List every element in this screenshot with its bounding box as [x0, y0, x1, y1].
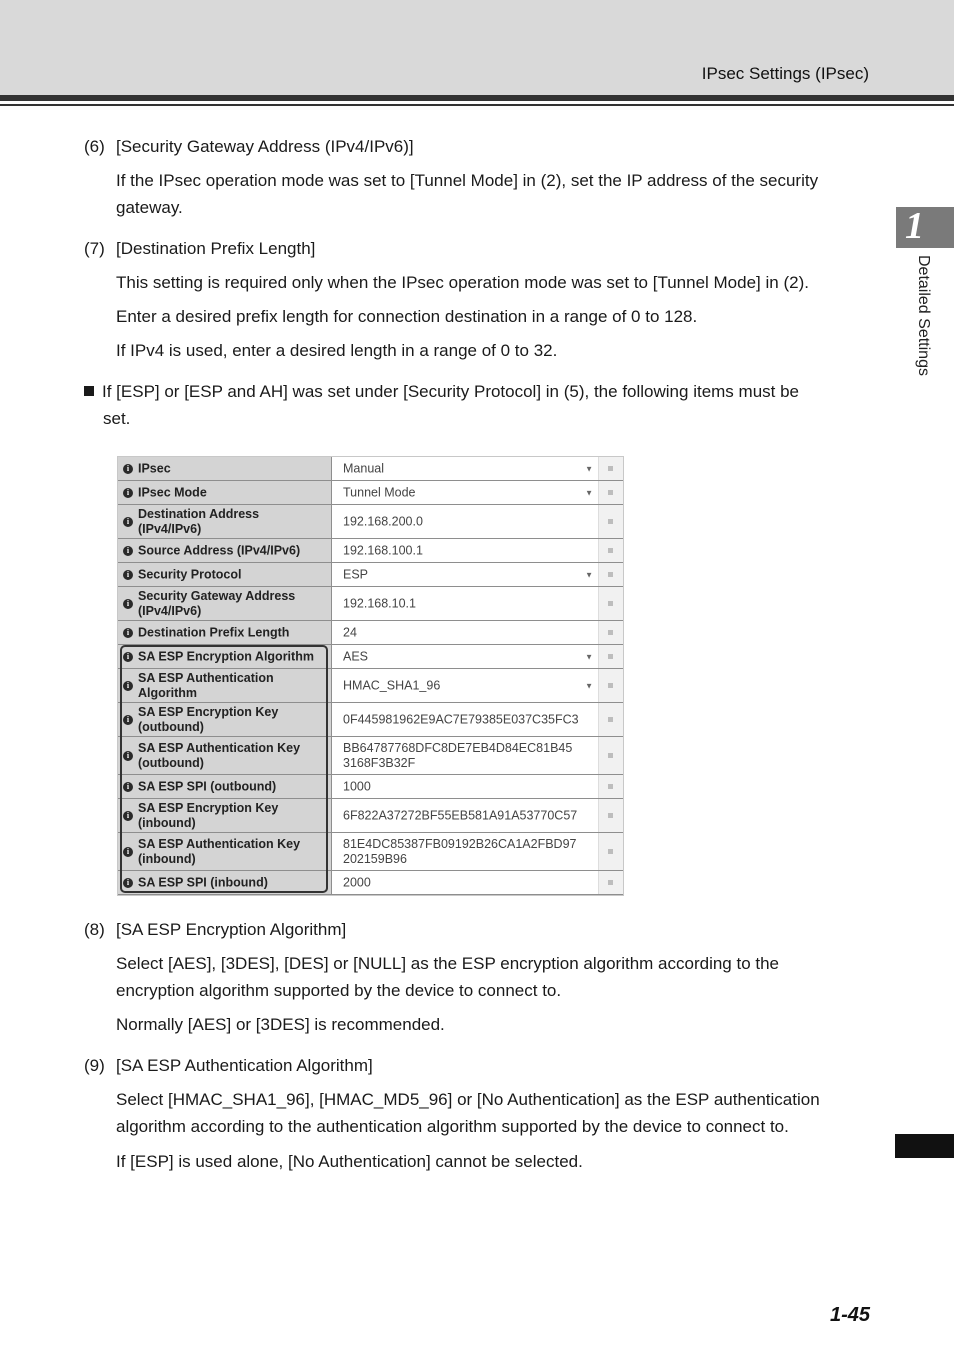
info-icon[interactable]: i — [123, 782, 133, 792]
setting-value: 1000 — [343, 779, 371, 793]
setting-input[interactable] — [332, 871, 599, 894]
info-icon[interactable]: i — [123, 599, 133, 609]
setting-label: SA ESP SPI (outbound) — [138, 779, 277, 793]
setting-label: IPsec — [138, 461, 171, 475]
row-help-cell — [598, 563, 623, 586]
settings-row — [118, 621, 623, 645]
settings-row — [118, 737, 623, 775]
settings-row — [118, 799, 623, 833]
item-8-line-1: Select [AES], [3DES], [DES] or [NULL] as the ESP encryption algorithm according to the — [116, 954, 780, 973]
settings-row — [118, 775, 623, 799]
page-header — [0, 0, 954, 96]
setting-value: Manual — [343, 461, 384, 475]
note-text-1: If [ESP] or [ESP and AH] was set under [Security Protocol] in (5), the following items must be — [102, 382, 799, 401]
settings-row — [118, 505, 623, 539]
row-help-cell — [598, 799, 623, 832]
help-marker-icon — [608, 572, 613, 577]
setting-input[interactable] — [332, 775, 599, 798]
row-help-cell — [598, 737, 623, 774]
help-marker-icon — [608, 519, 613, 524]
info-icon[interactable]: i — [123, 628, 133, 638]
setting-select[interactable] — [332, 645, 599, 668]
info-icon[interactable]: i — [123, 681, 133, 691]
setting-label: SA ESP Authentication Algorithm — [138, 670, 274, 700]
setting-select[interactable] — [332, 669, 599, 702]
setting-input[interactable] — [332, 799, 599, 832]
info-icon[interactable]: i — [123, 546, 133, 556]
row-help-cell — [598, 703, 623, 736]
settings-row — [118, 645, 623, 669]
row-help-cell — [598, 833, 623, 870]
chapter-label: Detailed Settings — [915, 255, 932, 376]
setting-value: BB64787768DFC8DE7EB4D84EC81B45 3168F3B32F — [343, 740, 573, 770]
row-help-cell — [598, 539, 623, 562]
item-8-number: (8) — [84, 920, 105, 939]
help-marker-icon — [608, 717, 613, 722]
help-marker-icon — [608, 849, 613, 854]
row-help-cell — [598, 669, 623, 702]
setting-input[interactable] — [332, 587, 599, 620]
item-7-number: (7) — [84, 239, 105, 258]
setting-label-cell — [118, 539, 332, 562]
setting-value: 192.168.200.0 — [343, 514, 423, 528]
setting-value: 192.168.100.1 — [343, 543, 423, 557]
setting-label-cell — [118, 505, 332, 538]
dropdown-arrow-icon[interactable]: ▼ — [585, 464, 593, 473]
help-marker-icon — [608, 880, 613, 885]
row-help-cell — [598, 505, 623, 538]
setting-label: SA ESP Encryption Key (outbound) — [138, 704, 279, 734]
help-marker-icon — [608, 630, 613, 635]
page-number: 1-45 — [829, 1304, 870, 1326]
header-rule-thick — [0, 95, 954, 101]
item-9-para-2: If [ESP] is used alone, [No Authentication] cannot be selected. — [116, 1152, 583, 1171]
setting-value: 6F822A37272BF55EB581A91A53770C57 — [343, 808, 578, 822]
settings-row — [118, 871, 623, 895]
row-help-cell — [598, 621, 623, 644]
help-marker-icon — [608, 753, 613, 758]
item-8-para-2: Normally [AES] or [3DES] is recommended. — [116, 1015, 445, 1034]
info-icon[interactable]: i — [123, 464, 133, 474]
setting-label: Security Gateway Address (IPv4/IPv6) — [138, 588, 296, 618]
setting-select[interactable] — [332, 457, 599, 480]
setting-label: Destination Prefix Length — [138, 625, 290, 639]
setting-label: SA ESP SPI (inbound) — [138, 875, 268, 889]
help-marker-icon — [608, 490, 613, 495]
setting-input[interactable] — [332, 539, 599, 562]
help-marker-icon — [608, 466, 613, 471]
row-help-cell — [598, 457, 623, 480]
setting-label: Security Protocol — [138, 567, 242, 581]
item-7-heading — [84, 235, 315, 262]
setting-label-cell — [118, 833, 332, 870]
item-7-para-2: Enter a desired prefix length for connection destination in a range of 0 to 128. — [116, 307, 698, 326]
info-icon[interactable]: i — [123, 878, 133, 888]
chapter-number: 1 — [905, 205, 924, 247]
setting-label-cell — [118, 621, 332, 644]
note-line-1 — [84, 378, 799, 405]
item-6-line-2: gateway. — [116, 198, 183, 217]
setting-label-cell — [118, 563, 332, 586]
setting-input[interactable] — [332, 621, 599, 644]
dropdown-arrow-icon[interactable]: ▼ — [585, 570, 593, 579]
header-rule-thin — [0, 104, 954, 106]
item-8-heading — [84, 916, 346, 943]
setting-label: SA ESP Encryption Algorithm — [138, 649, 314, 663]
item-8-line-2: encryption algorithm supported by the device to connect to. — [116, 981, 562, 1000]
info-icon[interactable]: i — [123, 570, 133, 580]
info-icon[interactable]: i — [123, 488, 133, 498]
setting-input[interactable] — [332, 737, 599, 774]
item-7-para-1: This setting is required only when the IPsec operation mode was set to [Tunnel Mode] in (2). — [116, 273, 809, 292]
settings-row — [118, 539, 623, 563]
setting-value: AES — [343, 649, 369, 663]
setting-input[interactable] — [332, 703, 599, 736]
item-7-title: [Destination Prefix Length] — [116, 239, 316, 258]
setting-label-cell — [118, 587, 332, 620]
item-9-title: [SA ESP Authentication Algorithm] — [116, 1056, 373, 1075]
help-marker-icon — [608, 784, 613, 789]
row-help-cell — [598, 587, 623, 620]
info-icon[interactable]: i — [123, 811, 133, 821]
item-6-heading — [84, 133, 414, 160]
info-icon[interactable]: i — [123, 517, 133, 527]
row-help-cell — [598, 871, 623, 894]
setting-label: IPsec Mode — [138, 485, 207, 499]
setting-label-cell — [118, 703, 332, 736]
setting-label-cell — [118, 871, 332, 894]
setting-value: 192.168.10.1 — [343, 596, 416, 610]
setting-input[interactable] — [332, 833, 599, 870]
info-icon[interactable]: i — [123, 652, 133, 662]
setting-value: 24 — [343, 625, 357, 639]
item-9-number: (9) — [84, 1056, 105, 1075]
settings-row — [118, 587, 623, 621]
item-7-para-3: If IPv4 is used, enter a desired length in a range of 0 to 32. — [116, 341, 558, 360]
settings-row — [118, 457, 623, 481]
info-icon[interactable]: i — [123, 847, 133, 857]
settings-row — [118, 481, 623, 505]
setting-label-cell — [118, 457, 332, 480]
item-6-line-1: If the IPsec operation mode was set to [Tunnel Mode] in (2), set the IP address of the security — [116, 171, 819, 190]
help-marker-icon — [608, 601, 613, 606]
row-help-cell — [598, 645, 623, 668]
settings-row — [118, 563, 623, 587]
setting-value: HMAC_SHA1_96 — [343, 678, 441, 692]
setting-label: Destination Address (IPv4/IPv6) — [138, 506, 260, 536]
info-icon[interactable]: i — [123, 715, 133, 725]
help-marker-icon — [608, 654, 613, 659]
row-help-cell — [598, 481, 623, 504]
setting-label-cell — [118, 799, 332, 832]
setting-label: SA ESP Authentication Key (inbound) — [138, 836, 301, 866]
dropdown-arrow-icon[interactable]: ▼ — [585, 488, 593, 497]
setting-value: ESP — [343, 567, 369, 581]
setting-label-cell — [118, 737, 332, 774]
item-8-title: [SA ESP Encryption Algorithm] — [116, 920, 347, 939]
info-icon[interactable]: i — [123, 751, 133, 761]
setting-label-cell — [118, 669, 332, 702]
setting-label: SA ESP Authentication Key (outbound) — [138, 740, 301, 770]
thumb-index-marker — [895, 1134, 954, 1158]
settings-row — [118, 833, 623, 871]
item-6-title: [Security Gateway Address (IPv4/IPv6)] — [116, 137, 414, 156]
setting-value: Tunnel Mode — [343, 485, 416, 499]
help-marker-icon — [608, 683, 613, 688]
dropdown-arrow-icon[interactable]: ▼ — [585, 681, 593, 690]
settings-row — [118, 669, 623, 703]
setting-select[interactable] — [332, 563, 599, 586]
square-bullet-icon — [84, 386, 94, 396]
settings-row — [118, 703, 623, 737]
help-marker-icon — [608, 813, 613, 818]
dropdown-arrow-icon[interactable]: ▼ — [585, 652, 593, 661]
setting-label-cell — [118, 481, 332, 504]
setting-value: 2000 — [343, 875, 371, 889]
setting-label: Source Address (IPv4/IPv6) — [138, 543, 301, 557]
help-marker-icon — [608, 548, 613, 553]
setting-value: 0F445981962E9AC7E79385E037C35FC3 — [343, 712, 579, 726]
setting-input[interactable] — [332, 505, 599, 538]
row-help-cell — [598, 775, 623, 798]
ipsec-settings-panel — [117, 456, 624, 896]
header-title: IPsec Settings (IPsec) — [701, 64, 869, 83]
note-line-2: set. — [103, 409, 131, 428]
item-9-heading — [84, 1052, 373, 1079]
item-9-line-2: algorithm according to the authentication algorithm supported by the device to connect to. — [116, 1117, 789, 1136]
item-6-number: (6) — [84, 137, 105, 156]
setting-value: 81E4DC85387FB09192B26CA1A2FBD97 202159B96 — [343, 836, 577, 866]
setting-label: SA ESP Encryption Key (inbound) — [138, 800, 279, 830]
item-9-line-1: Select [HMAC_SHA1_96], [HMAC_MD5_96] or [No Authentication] as the ESP authentication — [116, 1090, 820, 1109]
setting-label-cell — [118, 775, 332, 798]
setting-select[interactable] — [332, 481, 599, 504]
setting-label-cell — [118, 645, 332, 668]
